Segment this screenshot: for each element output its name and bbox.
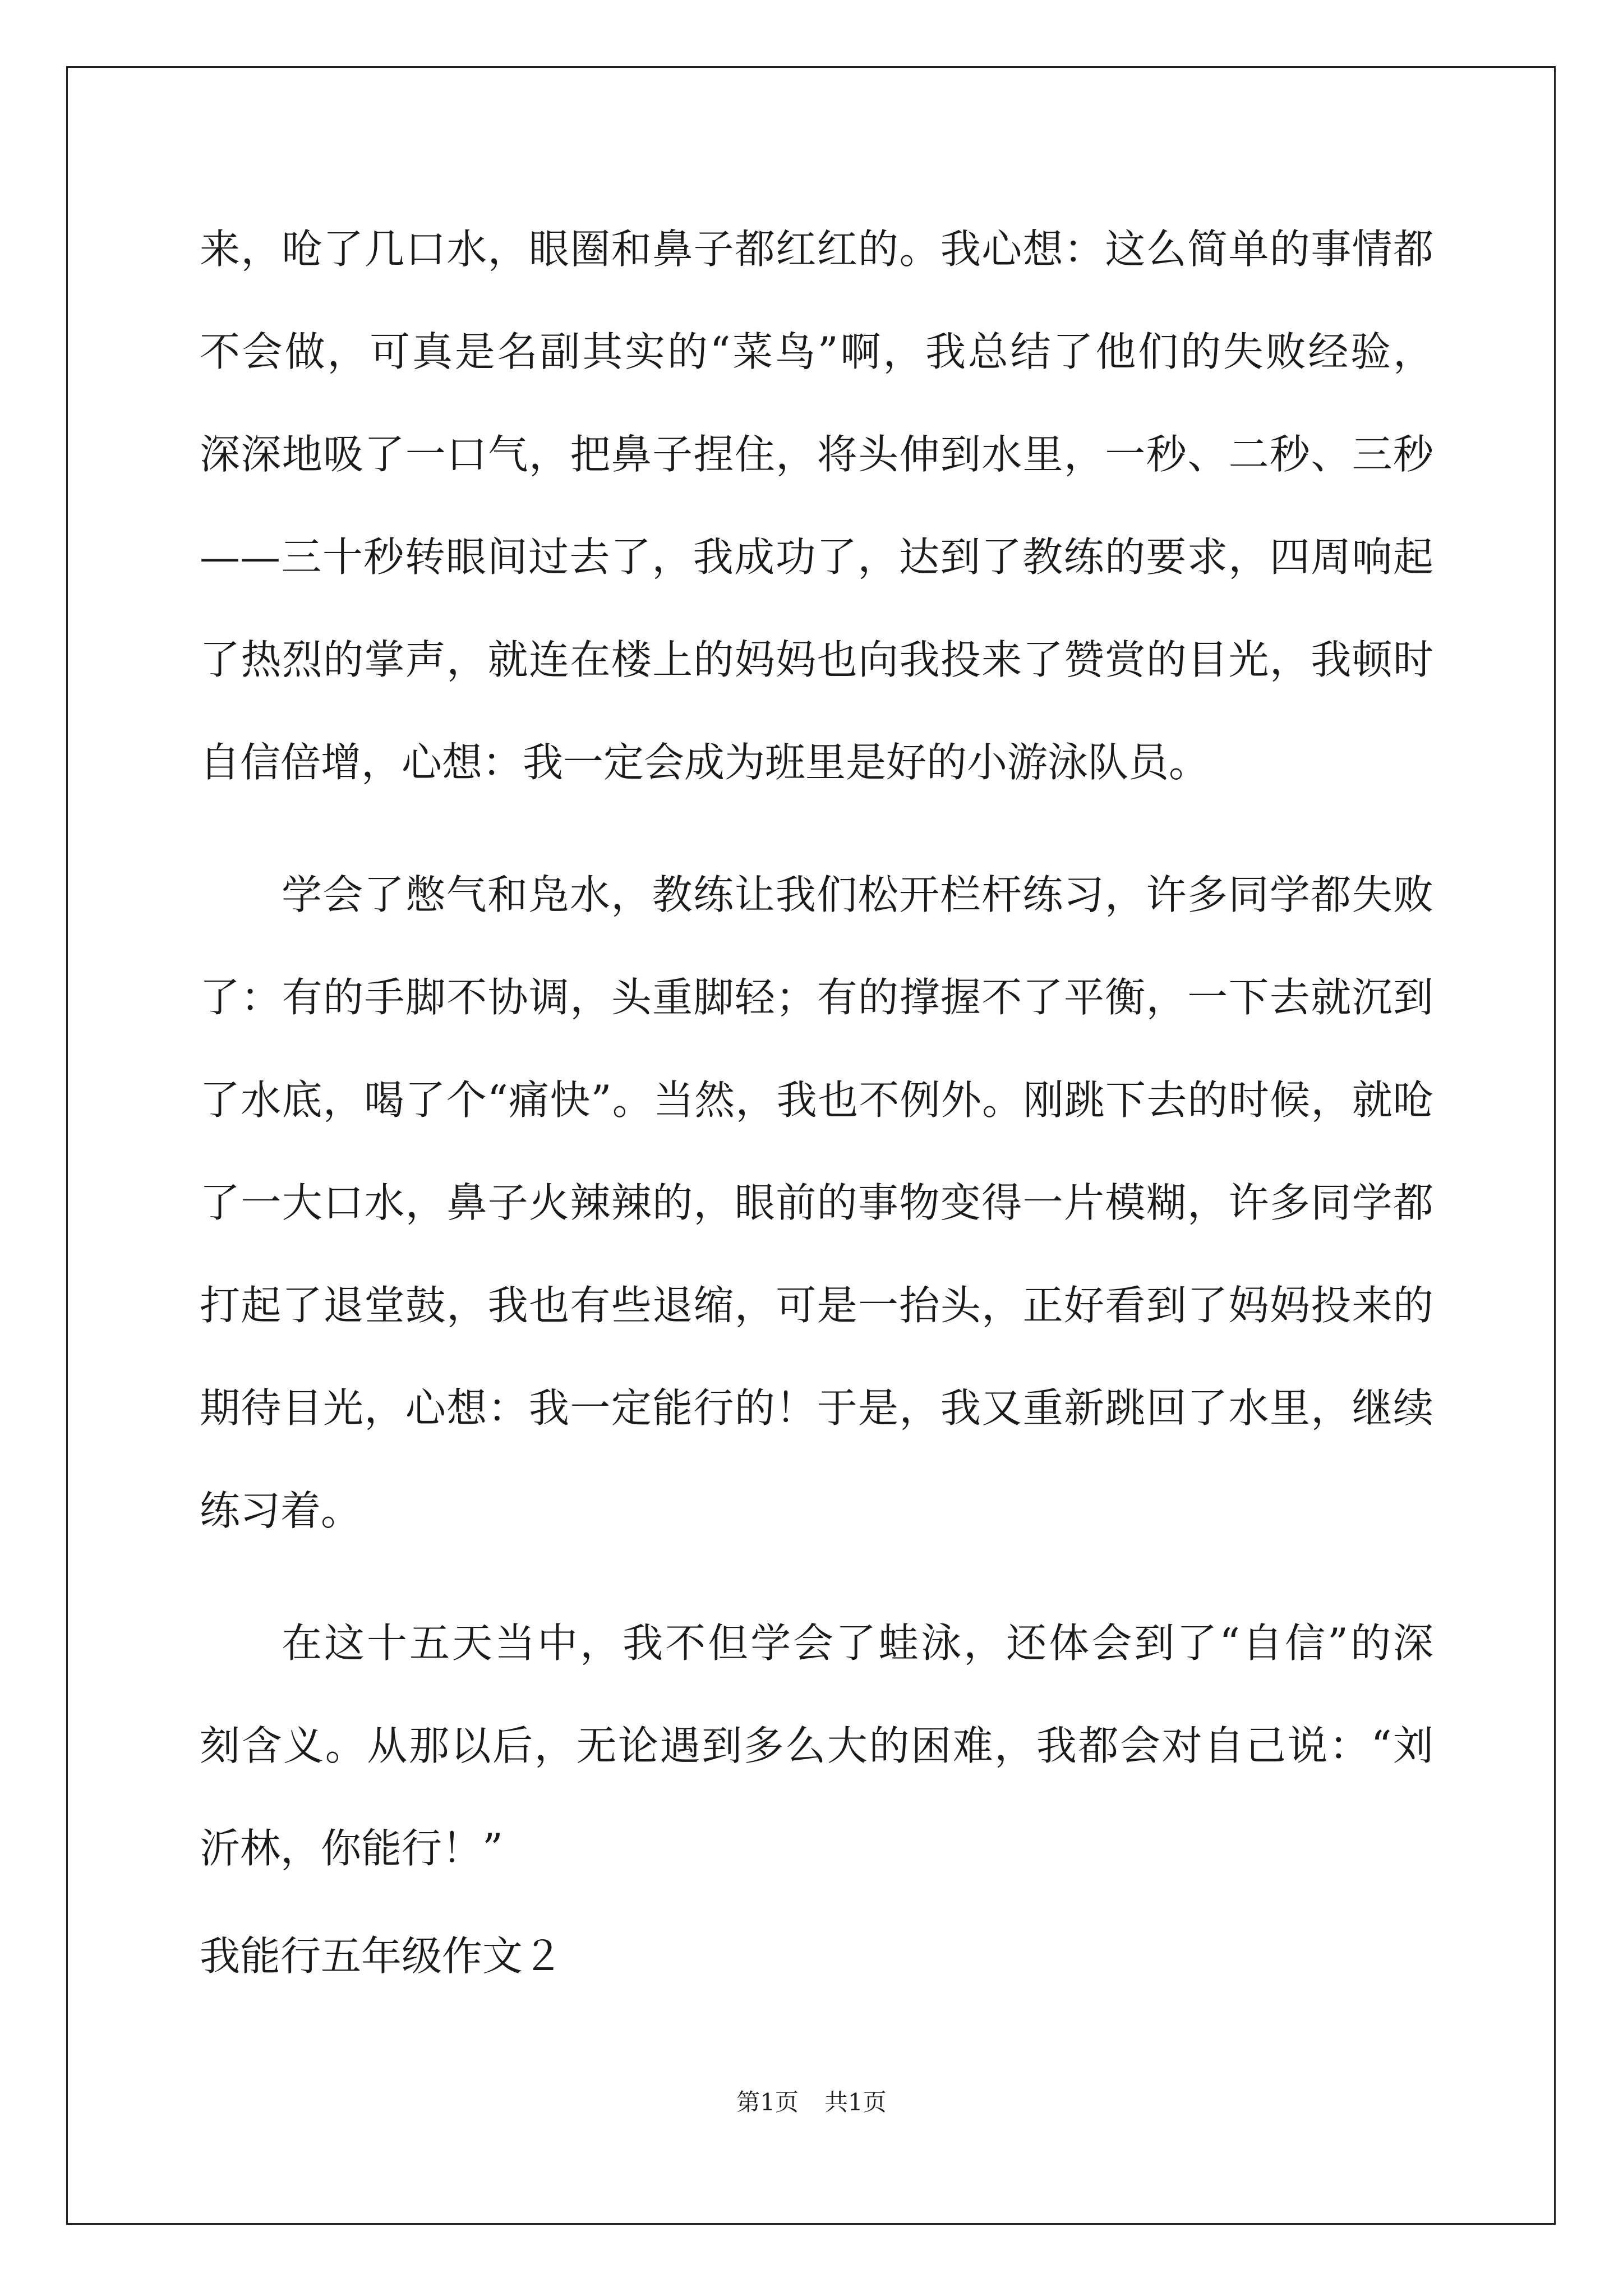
paragraph-2-line-6: 期待目光，心想：我一定能行的！于是，我又重新跳回了水里，继续 — [200, 1384, 1433, 1432]
paragraph-2-line-5: 打起了退堂鼓，我也有些退缩，可是一抬头，正好看到了妈妈投来的 — [200, 1282, 1433, 1329]
page-number: 第1页 — [736, 2088, 799, 2116]
paragraph-2-line-2: 了：有的手脚不协调，头重脚轻；有的撑握不了平衡，一下去就沉到 — [200, 974, 1433, 1021]
page-border — [66, 66, 1556, 2225]
paragraph-1-line-1: 来，呛了几口水，眼圈和鼻子都红红的。我心想：这么简单的事情都 — [200, 226, 1433, 273]
paragraph-1-line-5: 了热烈的掌声，就连在楼上的妈妈也向我投来了赞赏的目光，我顿时 — [200, 636, 1433, 683]
paragraph-3-line-1: 在这十五天当中，我不但学会了蛙泳，还体会到了“自信”的深 — [282, 1619, 1433, 1667]
paragraph-2-line-3: 了水底，喝了个“痛快”。当然，我也不例外。刚跳下去的时候，就呛 — [200, 1076, 1433, 1124]
section-title: 我能行五年级作文２ — [200, 1932, 564, 1980]
paragraph-3-line-2: 刻含义。从那以后，无论遇到多么大的困难，我都会对自己说：“刘 — [200, 1722, 1433, 1769]
paragraph-2-line-1: 学会了憋气和凫水，教练让我们松开栏杆练习，许多同学都失败 — [282, 871, 1433, 918]
page-total: 共1页 — [824, 2088, 887, 2116]
paragraph-2-line-7: 练习着。 — [200, 1487, 362, 1534]
paragraph-1-line-6: 自信倍增，心想：我一定会成为班里是好的小游泳队员。 — [200, 739, 1210, 786]
paragraph-1-line-4: ——三十秒转眼间过去了，我成功了，达到了教练的要求，四周响起 — [200, 533, 1433, 581]
page-footer — [0, 2086, 1623, 2119]
paragraph-1-line-2: 不会做，可真是名副其实的“菜鸟”啊，我总结了他们的失败经验， — [200, 328, 1433, 375]
paragraph-1-line-3: 深深地吸了一口气，把鼻子捏住，将头伸到水里，一秒、二秒、三秒 — [200, 431, 1433, 478]
paragraph-3-line-3: 沂林，你能行！” — [200, 1825, 503, 1872]
paragraph-2-line-4: 了一大口水，鼻子火辣辣的，眼前的事物变得一片模糊，许多同学都 — [200, 1179, 1433, 1226]
